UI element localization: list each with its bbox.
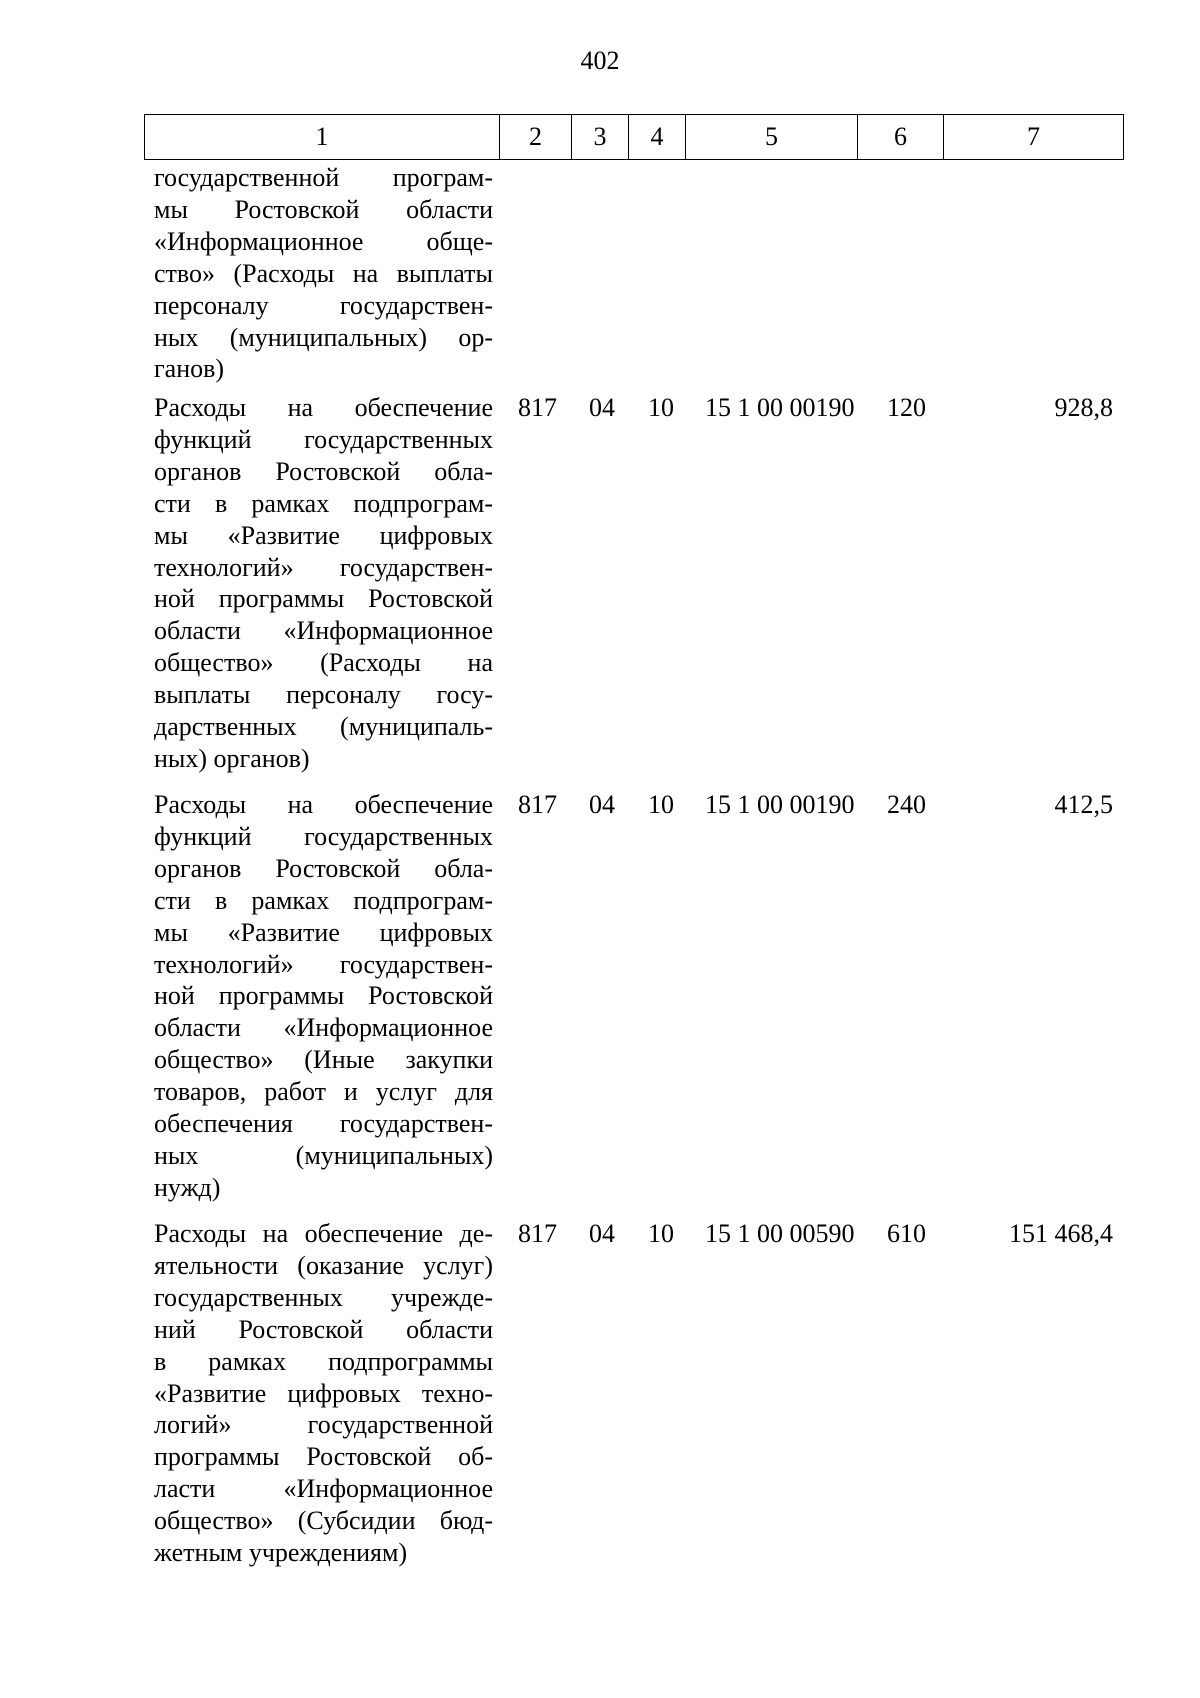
desc-line: общество» (Иные закупки <box>154 1045 493 1075</box>
desc-line: функций государственных <box>154 424 493 454</box>
desc-line: ятельности (оказание услуг) <box>154 1250 493 1280</box>
desc-line: Расходы на обеспечение де- <box>154 1219 493 1248</box>
desc-line: Расходы на обеспечение <box>154 790 493 819</box>
cell-section: 04 <box>589 790 615 819</box>
desc-line: области «Информационное <box>154 1013 493 1043</box>
header-col-1: 1 <box>145 115 500 160</box>
desc-line: «Информационное обще- <box>154 226 493 256</box>
desc-line: государственных учрежде- <box>154 1282 493 1312</box>
desc-line: технологий» государствен- <box>154 949 493 979</box>
header-col-5: 5 <box>686 115 858 160</box>
desc-line: товаров, работ и услуг для <box>154 1077 493 1107</box>
header-row <box>145 115 1124 160</box>
row-description <box>154 789 493 1204</box>
desc-line: мы «Развитие цифровых <box>154 917 493 947</box>
desc-line: технологий» государствен- <box>154 552 493 582</box>
desc-line: органов Ростовской обла- <box>154 853 493 883</box>
desc-line: ных (муниципальных) <box>154 1140 493 1170</box>
desc-line: обеспечения государствен- <box>154 1109 493 1139</box>
header-col-7: 7 <box>944 115 1124 160</box>
desc-line: ных) органов) <box>154 743 310 773</box>
desc-line: нужд) <box>154 1172 221 1202</box>
desc-line: мы Ростовской области <box>154 194 493 224</box>
cell-subsection: 10 <box>648 790 674 819</box>
cell-amount: 412,5 <box>1054 790 1113 819</box>
desc-line: ство» (Расходы на выплаты <box>154 258 493 288</box>
desc-line: выплаты персоналу госу- <box>154 680 493 710</box>
row-description <box>154 392 493 775</box>
page-number: 402 <box>580 46 620 75</box>
column-header-table <box>144 114 1124 160</box>
desc-line: дарственных (муниципаль- <box>154 712 493 742</box>
header-col-3: 3 <box>572 115 629 160</box>
desc-line: государственной програм- <box>154 163 493 192</box>
desc-line: общество» (Расходы на <box>154 648 493 678</box>
row-description <box>154 1218 493 1569</box>
cell-ministry-code: 817 <box>518 393 557 422</box>
cell-subsection: 10 <box>648 393 674 422</box>
desc-line: ласти «Информационное <box>154 1474 493 1504</box>
desc-line: «Развитие цифровых техно- <box>154 1378 493 1408</box>
cell-amount: 928,8 <box>1054 393 1113 422</box>
cell-target-article: 15 1 00 00190 <box>705 393 855 422</box>
cell-subsection: 10 <box>648 1219 674 1248</box>
cell-expense-type: 240 <box>887 790 926 819</box>
desc-line: персоналу государствен- <box>154 290 493 320</box>
desc-line: Расходы на обеспечение <box>154 393 493 422</box>
cell-expense-type: 120 <box>887 393 926 422</box>
cell-ministry-code: 817 <box>518 790 557 819</box>
cell-section: 04 <box>589 393 615 422</box>
continuation-description <box>154 162 493 385</box>
desc-line: программы Ростовской об- <box>154 1442 493 1472</box>
desc-line: сти в рамках подпрограм- <box>154 488 493 518</box>
desc-line: сти в рамках подпрограм- <box>154 885 493 915</box>
desc-line: мы «Развитие цифровых <box>154 520 493 550</box>
desc-line: жетным учреждениям) <box>154 1538 408 1568</box>
cell-section: 04 <box>589 1219 615 1248</box>
desc-line: области «Информационное <box>154 616 493 646</box>
desc-line: ганов) <box>154 354 225 384</box>
desc-line: ной программы Ростовской <box>154 981 493 1011</box>
cell-target-article: 15 1 00 00190 <box>705 790 855 819</box>
cell-amount: 151 468,4 <box>1009 1219 1113 1248</box>
desc-line: функций государственных <box>154 821 493 851</box>
desc-line: логий» государственной <box>154 1410 493 1440</box>
desc-line: ной программы Ростовской <box>154 584 493 614</box>
desc-line: ний Ростовской области <box>154 1314 493 1344</box>
cell-ministry-code: 817 <box>518 1219 557 1248</box>
desc-line: в рамках подпрограммы <box>154 1346 493 1376</box>
desc-line: ных (муниципальных) ор- <box>154 322 493 352</box>
cell-target-article: 15 1 00 00590 <box>705 1219 855 1248</box>
header-col-4: 4 <box>629 115 686 160</box>
header-col-2: 2 <box>500 115 572 160</box>
header-col-6: 6 <box>858 115 944 160</box>
desc-line: органов Ростовской обла- <box>154 456 493 486</box>
cell-expense-type: 610 <box>887 1219 926 1248</box>
desc-line: общество» (Субсидии бюд- <box>154 1506 493 1536</box>
